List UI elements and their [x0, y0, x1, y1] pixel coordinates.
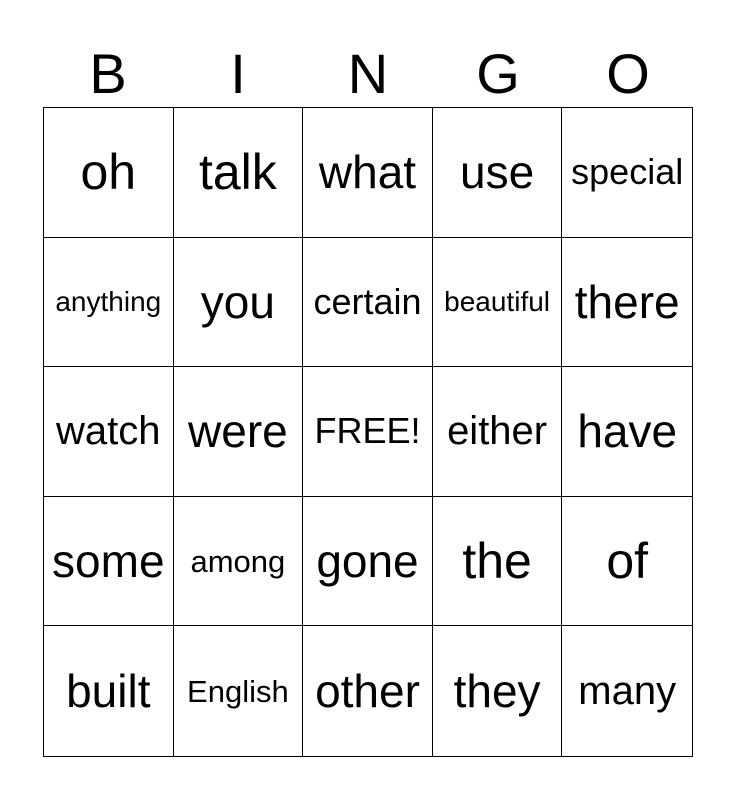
free-space-cell[interactable]: FREE!: [303, 367, 433, 497]
bingo-cell[interactable]: other: [303, 626, 433, 756]
bingo-cell[interactable]: built: [44, 626, 174, 756]
bingo-cell[interactable]: you: [174, 238, 304, 368]
bingo-cell[interactable]: of: [562, 497, 692, 627]
bingo-cell[interactable]: talk: [174, 108, 304, 238]
bingo-cell[interactable]: oh: [44, 108, 174, 238]
bingo-cell[interactable]: there: [562, 238, 692, 368]
bingo-board: [43, 107, 693, 757]
bingo-cell[interactable]: certain: [303, 238, 433, 368]
bingo-cell[interactable]: special: [562, 108, 692, 238]
bingo-cell[interactable]: beautiful: [433, 238, 563, 368]
header-letter-n: N: [347, 42, 389, 105]
bingo-cell[interactable]: they: [433, 626, 563, 756]
bingo-cell[interactable]: gone: [303, 497, 433, 627]
header-letter-b: B: [89, 42, 127, 105]
bingo-cell[interactable]: watch: [44, 367, 174, 497]
bingo-cell[interactable]: use: [433, 108, 563, 238]
bingo-cell[interactable]: many: [578, 669, 677, 714]
header-letter-g: G: [476, 42, 520, 105]
bingo-header: [43, 40, 693, 108]
bingo-cell[interactable]: the: [433, 497, 563, 627]
bingo-cell[interactable]: have: [562, 367, 692, 497]
bingo-cell[interactable]: some: [44, 497, 174, 627]
header-letter-o: O: [606, 42, 650, 105]
bingo-cell[interactable]: among: [174, 497, 304, 627]
bingo-cell[interactable]: either: [433, 367, 563, 497]
bingo-cell[interactable]: were: [174, 367, 304, 497]
bingo-cell[interactable]: English: [174, 626, 304, 756]
bingo-cell[interactable]: what: [303, 108, 433, 238]
header-letter-i: I: [230, 42, 246, 105]
bingo-cell[interactable]: anything: [44, 238, 174, 368]
